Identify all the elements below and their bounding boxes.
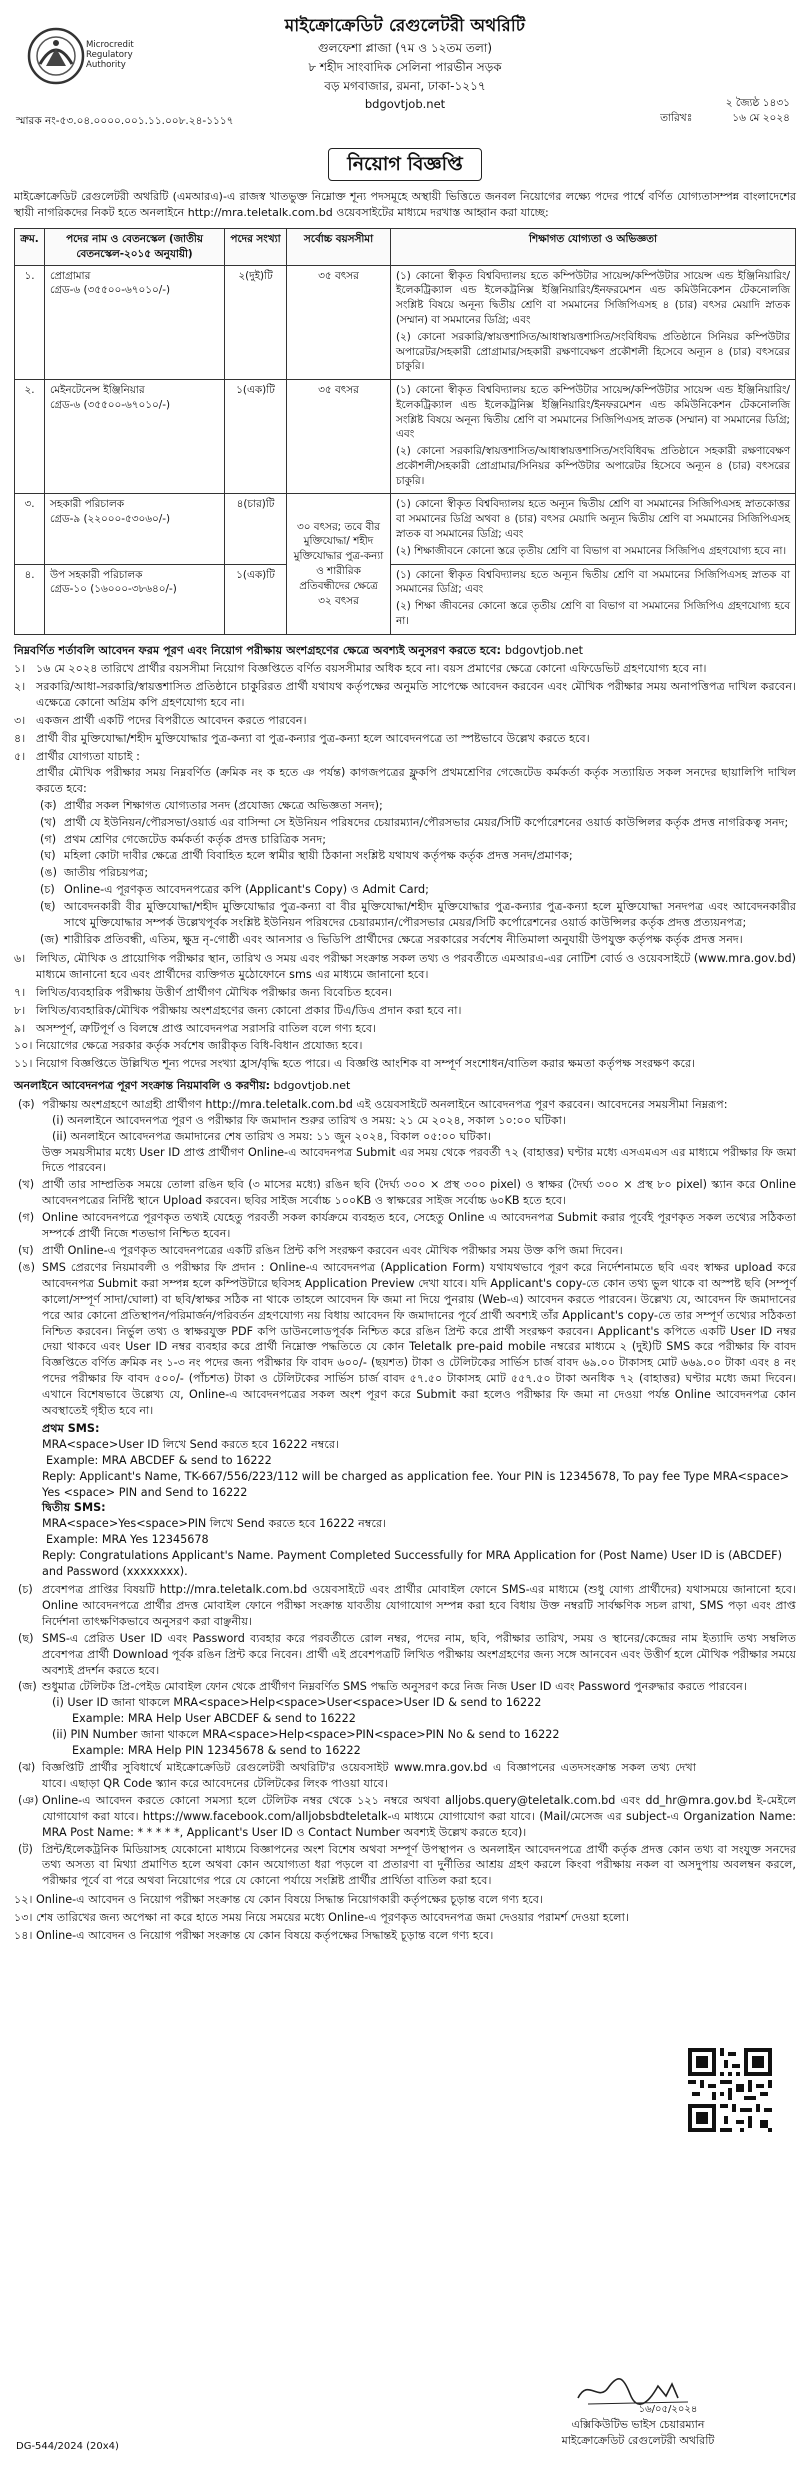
list-item <box>14 1038 796 1054</box>
qualification-item: (১) কোনো স্বীকৃত বিশ্ববিদ্যালয় হতে অন্যূন দ্বিতীয় শ্রেণি বা সমমানের সিজিপিএসহ স্নাতক বা সমমানের ডিগ্রি; এবং <box>396 568 790 596</box>
online-key: (ঝ) <box>18 1760 36 1774</box>
second-sms-format: MRA<space>Yes<space>PIN লিখে Send করতে হবে 16222 নম্বরে। <box>42 1517 387 1531</box>
item-text: নিয়োগের ক্ষেত্রে সরকার কর্তৃক সর্বশেষ জারীকৃত বিধি-বিধান প্রযোজ্য হবে। <box>36 1039 363 1053</box>
row-serial: ৩. <box>15 494 45 564</box>
row-age: ৩৫ বৎসর <box>287 380 391 494</box>
online-text: SMS প্রেরণের নিয়মাবলী ও পরীক্ষার ফি প্রদান : Online-এ আবেদনপত্র (Application Form) যথাযথভাবে পূরণ করে নির্দেশনামতে ছবি এবং স্বাক্ষর upload করে আবেদনপত্র Submit করা সম্পন্ন হলে কম্পিউটারে ছবিসহ Application Preview দেখা যাবে। যদি Applicant's copy-তে কোন তথ্য ভুল থাকে বা অস্পষ্ট ছবি (সম্পূর্ণ কালো/সম্পূর্ণ সাদা/ঘোলা) বা ছবি/স্বাক্ষর সঠিক না থাকে তাহলে আবেদন ফি জমা না দিয়ে পুনরায় (Web-এ) আবেদন করতে পারবেন। উল্লেখ্য যে, আবেদন ফি জমাদানের পরে আর কোনো প্রতিস্থাপন/পরিমার্জন/পরিবর্তন গ্রহণযোগ্য নয় বিধায় আবেদন ফি জমাদানের পূর্বে প্রার্থী অবশ্যই তাঁর Applicant's copy-তে তার সম্পূর্ণ তথ্যের সঠিকতা নিশ্চিত করবেন। নির্ভুল তথ্য ও স্বাক্ষরযুক্ত PDF কপি ডাউনলোডপূর্বক নিশ্চিত করে রঙিন প্রিন্ট করে প্রার্থী সংরক্ষণ করবেন। Applicant's কপিতে একটি User ID নম্বর দেয়া থাকবে এবং User ID নম্বর ব্যবহার করে প্রার্থী নিম্নোক্ত পদ্ধতিতে যে কোন Teletalk pre-paid mobile নম্বরের মাধ্যমে ২ (দুই)টি SMS করে পরীক্ষার ফি বাবদ বিজ্ঞপ্তিতে বর্ণিত ক্রমিক নং ১-৩ নং পদের জন্য পরীক্ষার ফি বাবদ ৬০০/- (ছয়শত) টাকা ও টেলিটকের সার্ভিস চার্জ বাবদ ৬৯.০০ টাকাসহ মোট ৬৬৯.০০ টাকা এবং ৪ নং পদের পরীক্ষার ফি বাবদ ৫০০/- (পাঁচশত) টাকা ও টেলিটকের সার্ভিস চার্জ বাবদ ৫৭.৫০ টাকাসহ মোট ৫৫৭.৫০ টাকা অনধিক ৭২ (বাহাত্তর) ঘণ্টার মধ্যে জমা দিবেন। এখানে বিশেষভাবে উল্লেখ্য যে, Online-এ আবেদনপত্রের সকল অংশ পূরণ করে Submit করা হলেও পরীক্ষার ফি জমা না দেওয়া পর্যন্ত Online আবেদনপত্র কোন অবস্থাতেই গৃহীত হবে না। <box>42 1260 796 1418</box>
signatory-title: এক্সিকিউটিভ ভাইস চেয়ারম্যান <box>571 2418 705 2432</box>
row-post <box>45 265 225 379</box>
row-post <box>45 494 225 564</box>
document-key: (ঘ) <box>40 849 56 863</box>
item-number: ৯। <box>14 1021 26 1035</box>
item-number: ১৪। <box>14 1929 33 1943</box>
item-text: নিয়োগ বিজ্ঞপ্তিতে উল্লিখিত শূন্য পদের সংখ্যা হ্রাস/বৃদ্ধি হতে পারে। এ বিজ্ঞপ্তি আংশিক বা সম্পূর্ণ সংশোধন/বাতিল করার ক্ষমতা কর্তৃপক্ষ সংরক্ষণ করে। <box>36 1057 696 1071</box>
item-text: লিখিত/ব্যবহারিক পরীক্ষায় উত্তীর্ণ প্রার্থীগণ মৌখিক পরীক্ষার জন্য বিবেচিত হবেন। <box>36 985 393 999</box>
document-key: (জ) <box>40 932 59 946</box>
document-key: (চ) <box>40 883 55 897</box>
item-text: Online-এ আবেদন ও নিয়োগ পরীক্ষা সংক্রান্ত যে কোন বিষয়ে কর্তৃপক্ষের সিদ্ধান্তই চূড়ান্ত বলে গণ্য হবে। <box>36 1929 494 1943</box>
online-item <box>18 1679 796 1759</box>
second-sms-example: Example: MRA Yes 12345678 <box>46 1533 209 1547</box>
online-site: bdgovtjob.net <box>273 1079 351 1093</box>
logo-text-line: Authority <box>86 60 126 71</box>
qualification-item: (১) কোনো স্বীকৃত বিশ্ববিদ্যালয় হতে কম্পিউটার সায়েন্স/কম্পিউটার সায়েন্স এন্ড ইঞ্জিনিয়ারিং/ইলেকট্রিক্যাল এন্ড ইলেকট্রনিক্স ইঞ্জিনিয়ারিং/ইনফরমেশন এন্ড কমিউনিকেশন টেকনোলজি সংশ্লিষ্ট বিষয়ে অনূন্য দ্বিতীয় শ্রেণি বা সমমানের সিজিপিএসহ ৪ (চার) বৎসর মেয়াদি স্নাতক (সম্মান) বা সমমানের ডিগ্রি; এবং <box>396 269 790 327</box>
online-item <box>18 1793 796 1841</box>
document-text: প্রথম শ্রেণির গেজেটেড কর্মকর্তা কর্তৃক প্রদত্ত চারিত্রিক সনদ; <box>64 832 327 846</box>
online-key: (ট) <box>18 1842 33 1856</box>
online-text: প্রবেশপত্র প্রাপ্তির বিষয়টি http://mra.teletalk.com.bd ওয়েবসাইটে এবং প্রার্থীর মোবাইল ফোনে SMS-এর মাধ্যমে (শুধু যোগ্য প্রার্থীদের) যথাসময়ে জানানো হবে। Online আবেদনপত্রে প্রার্থীর প্রদত্ত মোবাইল ফোনে পরীক্ষা সংক্রান্ত যাবতীয় যোগাযোগ সম্পন্ন করা হবে বিধায় উক্ত নম্বরটি সার্বক্ষণিক সচল রাখা, SMS পড়া এবং প্রাপ্ত নির্দেশনা তাৎক্ষণিকভাবে অনুসরণ করা বাঞ্ছনীয়। <box>42 1583 796 1628</box>
online-text: Online আবেদনপত্রে পূরণকৃত তথ্যই যেহেতু পরবর্তী সকল কার্যক্রমে ব্যবহৃত হবে, সেহেতু Online এ আবেদনপত্র Submit করার পূর্বেই পূরণকৃত সকল তথ্যের সঠিকতা সম্পর্কে প্রার্থী নিজে শতভাগ নিশ্চিত হবেন। <box>42 1211 796 1241</box>
online-key: (ক) <box>18 1097 35 1111</box>
online-item <box>18 1210 796 1242</box>
row-qualification <box>391 494 796 564</box>
document-text: প্রার্থীর সকল শিক্ষাগত যোগ্যতার সনদ (প্রযোজ্য ক্ষেত্রে অভিজ্ঞতা সনদ); <box>64 798 383 812</box>
col-post: পদের নাম ও বেতনস্কেল (জাতীয় বেতনস্কেল-২০১৫ অনুযায়ী) <box>45 229 225 266</box>
online-item <box>18 1842 796 1890</box>
online-key: (ঙ) <box>18 1260 35 1274</box>
table-row <box>15 564 796 634</box>
signatory-org: মাইক্রোক্রেডিট রেগুলেটরী অথরিটি <box>561 2433 715 2447</box>
item-text <box>36 749 796 949</box>
online-item <box>18 1097 796 1177</box>
item-number: ১১। <box>14 1057 33 1071</box>
conditions-list <box>14 661 796 1072</box>
online-item <box>18 1243 796 1259</box>
item-text: লিখিত/ব্যবহারিক/মৌখিক পরীক্ষায় অংশগ্রহণের জন্য কোনো প্রকার টিএ/ডিএ প্রদান করা হবে না। <box>36 1003 462 1017</box>
signature-block <box>488 2368 788 2448</box>
first-sms-reply: Reply: Applicant's Name, TK-667/556/223/112 will be charged as application fee. Your PIN is 12345678, To pay fee Type MRA<space> Yes <space> PIN and Send to 16222 <box>42 1469 790 1499</box>
document-item <box>40 815 796 831</box>
list-item <box>14 713 796 729</box>
row-count: ৪(চার)টি <box>225 494 287 564</box>
item-number: ১০। <box>14 1039 33 1053</box>
item-number: ১৩। <box>14 1911 33 1925</box>
item-number: ৬। <box>14 951 26 965</box>
item-number: ৫। <box>14 750 26 763</box>
address-line-3: বড় মগবাজার, রমনা, ঢাকা-১২১৭ <box>324 79 486 94</box>
document-text: আবেদনকারী বীর মুক্তিযোদ্ধা/শহীদ মুক্তিযোদ্ধার পুত্র-কন্যা বা বীর মুক্তিযোদ্ধা/শহীদ মুক্তিযোদ্ধার পুত্র-কন্যার পুত্র-কন্যা হলে মুক্তিযোদ্ধা সনদপত্র এবং আবেদনকারীর সাথে মুক্তিযোদ্ধার সম্পর্ক উল্লেখপূর্বক সংশ্লিষ্ট ইউনিয়ন পরিষদের চেয়ারম্যান/পৌরসভার মেয়র/সিটি কর্পোরেশনের ওয়ার্ড কাউন্সিলর কর্তৃক প্রদত্ত প্রত্যয়নপত্র; <box>64 900 796 930</box>
qualification-item: (২) শিক্ষাজীবনে কোনো স্তরে তৃতীয় শ্রেণি বা বিভাগ বা সমমানের সিজিপিএ গ্রহণযোগ্য হবে না। <box>396 544 787 557</box>
online-item <box>18 1631 796 1679</box>
online-key: (ছ) <box>18 1631 34 1645</box>
post-name: সহকারী পরিচালক <box>50 498 124 511</box>
col-qualification: শিক্ষাগত যোগ্যতা ও অভিজ্ঞতা <box>391 229 796 266</box>
recovery-line: (i) User ID জানা থাকলে MRA<space>Help<space>User<space>User ID & send to 16222 <box>52 1696 542 1710</box>
item-number: ২। <box>14 680 26 694</box>
post-grade: গ্রেড-১০ (১৬০০০-৩৮৬৪০/-) <box>50 583 177 596</box>
post-grade: গ্রেড-৬ (৩৫৫০০-৬৭০১০/-) <box>50 398 171 411</box>
item-number: ৮। <box>14 1003 26 1017</box>
document-text: জাতীয় পরিচয়পত্র; <box>64 866 149 880</box>
online-text: বিজ্ঞপ্তিটি প্রার্থীর সুবিধার্থে মাইক্রোক্রেডিট রেগুলেটরী অথরিটি'র ওয়েবসাইট www.mra.gov.bd এ বিজ্ঞাপনের এতদসংক্রান্ত সকল তথ্য দেখা যাবে। এছাড়া QR Code স্ক্যান করে আবেদনের টেলিটকের লিংক পাওয়া যাবে। <box>42 1760 696 1790</box>
footer-code: DG-544/2024 (20x4) <box>16 2441 119 2452</box>
table-header-row <box>15 229 796 266</box>
list-item <box>14 1003 796 1019</box>
item-number: ৩। <box>14 714 26 728</box>
online-item <box>18 1582 796 1630</box>
recovery-example: Example: MRA Help User ABCDEF & send to 16222 <box>72 1712 356 1726</box>
post-name: উপ সহকারী পরিচালক <box>50 568 143 581</box>
notice-title: নিয়োগ বিজ্ঞপ্তি <box>328 148 481 181</box>
date-block <box>660 97 790 126</box>
document-key: (ক) <box>40 798 57 812</box>
document-key: (ঙ) <box>40 866 57 880</box>
online-text: SMS-এ প্রেরিত User ID এবং Password ব্যবহার করে পরবর্তীতে রোল নম্বর, পদের নাম, ছবি, পরীক্ষার তারিখ, সময় ও স্থানের/কেন্দ্রের নাম ইত্যাদি তথ্য সম্বলিত প্রবেশপত্র প্রার্থী Download পূর্বক রঙিন প্রিন্ট করে নিবেন। প্রার্থী এই প্রবেশপত্রটি লিখিত পরীক্ষায় অংশগ্রহণের জন্য সঙ্গে আনবেন এবং উত্তীর্ণ হলে মৌখিক পরীক্ষার সময়ে অবশ্যই প্রদর্শন করতে হবে। <box>42 1631 796 1677</box>
posts-table <box>14 228 796 634</box>
online-key: (জ) <box>18 1680 37 1694</box>
item-number: ১২। <box>14 1893 33 1907</box>
online-key: (গ) <box>18 1211 35 1225</box>
row-qualification <box>391 380 796 494</box>
item-number: ৪। <box>14 732 26 746</box>
item-text: শেষ তারিখের জন্য অপেক্ষা না করে হাতে সময় নিয়ে সময়ের মধ্যে Online-এ পূরণকৃত আবেদনপত্র জমা দেওয়ার পরামর্শ দেওয়া হলো। <box>36 1911 629 1925</box>
first-sms-heading: প্রথম SMS: <box>42 1421 100 1435</box>
conditions-site: bdgovtjob.net <box>504 643 583 657</box>
item-number: ৭। <box>14 985 26 999</box>
document-item <box>40 899 796 931</box>
col-age: সর্বোচ্চ বয়সসীমা <box>287 229 391 266</box>
first-sms-format: MRA<space>User ID লিখে Send করতে হবে 16222 নম্বরে। <box>42 1437 340 1451</box>
online-key: (চ) <box>18 1583 33 1597</box>
list-item <box>14 1910 796 1926</box>
row-serial: ২. <box>15 380 45 494</box>
qualification-item: (২) কোনো সরকারি/স্বায়ত্তশাসিত/আধাস্বায়ত্তশাসিত/সংবিধিবদ্ধ প্রতিষ্ঠানে সহকারী রক্ষণাবেক্ষণ প্রকৌশলী/সহকারী প্রোগ্রামার/সিনিয়র কম্পিউটার অপারেটর হিসেবে অন্যূন ৪ (চার) বৎসরের চাকুরি। <box>396 445 790 487</box>
online-item <box>18 1177 796 1209</box>
date-label: তারিখঃ <box>660 111 693 124</box>
document-item <box>40 798 796 814</box>
row-qualification <box>391 265 796 379</box>
list-item <box>14 951 796 983</box>
online-text <box>42 1679 796 1759</box>
post-grade: গ্রেড-৯ (২২০০০-৫৩০৬০/-) <box>50 513 171 526</box>
online-text: Online-এ আবেদন করতে কোনো সমস্যা হলে টেলিটক নম্বর থেকে ১২১ নম্বরে অথবা alljobs.query@teletalk.com.bd এবং dd_hr@mra.gov.bd ই-মেইলে যোগাযোগ করা যাবে। https://www.facebook.com/alljobsbdteletalk-এ মাধ্যমে যোগাযোগ করা যাবে। (Mail/মেসেজ এর subject-এ Organization Name: MRA Post Name: * * * * *, Applicant's User ID ও Contact Number অবশ্যই উল্লেখ করতে হবে)। <box>42 1793 796 1839</box>
online-intro: পরীক্ষায় অংশগ্রহণে আগ্রহী প্রার্থীগণ http://mra.teletalk.com.bd এই ওয়েবসাইটে অনলাইনে আবেদনপত্র পূরণ করবেন। আবেদনের সময়সীমা নিম্নরূপ: <box>42 1097 728 1111</box>
row-age: ৩০ বৎসর; তবে বীর মুক্তিযোদ্ধা/ শহীদ মুক্তিযোদ্ধার পুত্র-কন্যা ও শারীরিক প্রতিবন্ধীদের ক্ষেত্রে ৩২ বৎসর <box>287 494 391 634</box>
header-website: bdgovtjob.net <box>364 97 446 112</box>
sms-instructions <box>42 1421 796 1580</box>
qualification-item: (২) কোনো সরকারি/স্বায়ত্তশাসিত/আধাস্বায়ত্তশাসিত/সংবিধিবদ্ধ প্রতিষ্ঠানে সিনিয়র কম্পিউটার অপারেটর/সহকারী প্রোগ্রামার/সহকারী রক্ষণাবেক্ষণ প্রকৌশলী হিসেবে অন্যূন ৪ (চার) বৎসরের চাকুরি। <box>396 330 790 373</box>
document-item <box>40 865 796 881</box>
row-serial: ৪. <box>15 564 45 634</box>
online-heading <box>14 1078 796 1094</box>
document-key: (খ) <box>40 815 57 829</box>
table-row <box>15 265 796 379</box>
signature-date: ১৬/০৫/২০২৪ <box>638 2403 698 2415</box>
row-age: ৩৫ বৎসর <box>287 265 391 379</box>
recovery-intro: শুধুমাত্র টেলিটক প্রি-পেইড মোবাইল ফোন থেকে প্রার্থীগণ নিম্নবর্ণিত SMS পদ্ধতি অনুসরণ করে নিজ নিজ User ID এবং Password পুনরুদ্ধার করতে পারবেন। <box>42 1680 747 1694</box>
item-text: অসম্পূর্ণ, ত্রুটিপূর্ণ ও বিলম্বে প্রাপ্ত আবেদনপত্র সরাসরি বাতিল বলে গণ্য হবে। <box>36 1021 377 1035</box>
document-text: প্রার্থী যে ইউনিয়ন/পৌরসভা/ওয়ার্ড এর বাসিন্দা সে ইউনিয়ন পরিষদের চেয়ারম্যান/পৌরসভার মেয়র/সিটি কর্পোরেশনের ওয়ার্ড কাউন্সিলর কর্তৃক প্রদত্ত নাগরিকত্ব সনদ; <box>64 815 789 829</box>
online-key: (ঘ) <box>18 1243 34 1257</box>
second-sms-heading: দ্বিতীয় SMS: <box>42 1501 106 1515</box>
online-instructions <box>14 1097 796 1889</box>
col-serial: ক্রম. <box>15 229 45 266</box>
date-english-row <box>660 111 790 126</box>
document-text: মহিলা কোটা দাবীর ক্ষেত্রে প্রার্থী বিবাহিত হলে স্বামীর স্থায়ী ঠিকানা সংশ্লিষ্ট যথাযথ কর্তৃপক্ষ কর্তৃক প্রদত্ত সনদ/প্রমাণক; <box>64 849 573 863</box>
row-count: ২(দুই)টি <box>225 265 287 379</box>
list-item <box>14 661 796 677</box>
org-name: মাইক্রোক্রেডিট রেগুলেটরী অথরিটি <box>284 16 526 36</box>
conditions-heading-text: নিম্নবর্ণিত শর্তাবলি আবেদন ফরম পূরণ এবং নিয়োগ পরীক্ষায় অংশগ্রহণের ক্ষেত্রে অবশ্যই অনুসরণ করতে হবে: <box>14 643 501 657</box>
conditions-heading <box>14 643 796 659</box>
date-english: ১৬ মে ২০২৪ <box>732 111 790 124</box>
row-count: ১(এক)টি <box>225 380 287 494</box>
address-line-2: ৮ শহীদ সাংবাদিক সেলিনা পারভীন সড়ক <box>308 60 502 75</box>
memo-number: স্মারক নং-৫৩.০৪.০০০০.০০১.১১.০০৮.২৪-১১১৭ <box>16 115 234 127</box>
list-item <box>14 1021 796 1037</box>
address-line-1: গুলফেশা প্লাজা (৭ম ও ১২তম তলা) <box>317 41 493 56</box>
online-heading-text: অনলাইনে আবেদনপত্র পূরণ সংক্রান্ত নিয়মাবলি ও করণীয়: <box>14 1079 271 1093</box>
online-item <box>18 1760 796 1792</box>
item-text: প্রার্থী বীর মুক্তিযোদ্ধা/শহীদ মুক্তিযোদ্ধার পুত্র-কন্যা বা পুত্র-কন্যার পুত্র-কন্যা হলে আবেদনপত্রে তা স্পষ্টভাবে উল্লেখ করতে হবে। <box>36 732 590 746</box>
item-text: লিখিত, মৌখিক ও প্রায়োগিক পরীক্ষার স্থান, তারিখ ও সময় এবং পরীক্ষা সংক্রান্ত সকল তথ্য ও পরবর্তীতে এমআরএ-এর নোটিশ বোর্ড ও ওয়েবসাইটে (www.mra.gov.bd) মাধ্যমে জানানো হবে এবং প্রার্থীদের ব্যক্তিগত মুঠোফোনে sms এর মাধ্যমে জানানো হবে। <box>36 951 796 981</box>
list-item <box>14 985 796 1001</box>
final-conditions-list <box>14 1892 796 1944</box>
document-text: শারীরিক প্রতিবন্ধী, এতিম, ক্ষুদ্র নৃ-গোষ্ঠী এবং আনসার ও ভিডিপি প্রার্থীদের ক্ষেত্রে সরকারের সর্বশেষ নীতিমালা অনুযায়ী উপযুক্ত কর্তৃপক্ষ কর্তৃক প্রদত্ত সনদ। <box>64 932 743 946</box>
title-wrap <box>14 148 796 181</box>
recovery-line: (ii) PIN Number জানা থাকলে MRA<space>Help<space>PIN<space>PIN No & send to 16222 <box>52 1728 560 1742</box>
item-number: ১। <box>14 662 26 676</box>
table-row <box>15 380 796 494</box>
table-row <box>15 494 796 564</box>
first-sms-example: Example: MRA ABCDEF & send to 16222 <box>46 1453 272 1467</box>
row-serial: ১. <box>15 265 45 379</box>
viva-documents-intro: প্রার্থীর মৌখিক পরীক্ষার সময় নিম্নবর্ণিত (ক্রমিক নং ক হতে ঞ পর্যন্ত) কাগজপত্রের ফ্লুকপি প্রথমশ্রেণির গেজেটেড কর্মকর্তা কর্তৃক সত্যায়িত সকল সনদের ছায়ালিপি দাখিল করতে হবে: <box>36 765 796 795</box>
second-sms-reply: Reply: Congratulations Applicant's Name. Payment Completed Successfully for MRA Application for (Post Name) User ID is (ABCDEF) and Password (xxxxxxxx). <box>42 1549 782 1579</box>
fee-window-line: উক্ত সময়সীমার মধ্যে User ID প্রাপ্ত প্রার্থীগণ Online-এ আবেদনপত্র Submit এর সময় থেকে পরবর্তী ৭২ (বাহাত্তর) ঘণ্টার মধ্যে এসএমএস এর মাধ্যমে পরীক্ষার ফি জমা দিতে পারবেন। <box>42 1145 796 1175</box>
qr-code-icon <box>688 2048 772 2132</box>
document-item <box>40 848 796 864</box>
intro-paragraph: মাইক্রোক্রেডিট রেগুলেটরী অথরিটি (এমআরএ)-এ রাজস্ব খাতভুক্ত নিম্নোক্ত শূন্য পদসমূহে অস্থায়ী ভিত্তিতে জনবল নিয়োগের লক্ষ্যে পদের পার্শ্বে বর্ণিত যোগ্যতাসম্পন্ন বাংলাদেশের স্থায়ী নাগরিকদের নিকট হতে অনলাইনে http://mra.teletalk.com.bd ওয়েবসাইটের মাধ্যমে দরখাস্ত আহ্বান করা যাচ্ছে: <box>14 189 796 219</box>
qualification-item: (১) কোনো স্বীকৃত বিশ্ববিদ্যালয় হতে কম্পিউটার সায়েন্স/কম্পিউটার সায়েন্স এন্ড ইঞ্জিনিয়ারিং/ইলেকট্রিক্যাল এন্ড ইলেকট্রনিক্স ইঞ্জিনিয়ারিং/ইনফরমেশন এন্ড কমিউনিকেশন টেকনোলজি সংশ্লিষ্ট বিষয়ে অনূন্য দ্বিতীয় শ্রেণি বা সমমানের সিজিপিএসহ স্নাতক (সম্মান) বা সমমানের ডিগ্রি; এবং <box>396 384 790 441</box>
post-grade: গ্রেড-৬ (৩৫৫০০-৬৭০১০/-) <box>50 284 171 297</box>
list-item <box>14 1056 796 1072</box>
document-text: Online-এ পূরণকৃত আবেদনপত্রের কপি (Applicant's Copy) ও Admit Card; <box>64 883 429 897</box>
online-text <box>42 1097 796 1177</box>
online-text: প্রার্থী তার সাম্প্রতিক সময়ে তোলা রঙিন ছবি (৩ মাসের মধ্যে) রঙিন ছবি (দৈর্ঘ্য ৩০০ × প্রস্থ ৩০০ pixel) ও স্বাক্ষর (দৈর্ঘ্য ৩০০ × প্রস্থ ৮০ pixel) স্ক্যান করে Online আবেদনপত্রের নির্দিষ্ট স্থানে Upload করবেন। ছবির সাইজ সর্বোচ্চ ১০০KB ও স্বাক্ষরের সাইজ সর্বোচ্চ ৬০KB হতে হবে। <box>42 1178 796 1208</box>
row-post <box>45 380 225 494</box>
online-key: (ঞ) <box>18 1793 39 1807</box>
item-text: Online-এ আবেদন ও নিয়োগ পরীক্ষা সংক্রান্ত যে কোন বিষয়ে সিদ্ধান্ত নিয়োগকারী কর্তৃপক্ষের চূড়ান্ত বলে গণ্য হবে। <box>36 1893 544 1907</box>
qualification-item: (১) কোনো স্বীকৃত বিশ্ববিদ্যালয় হতে অন্যূন দ্বিতীয় শ্রেণি বা সমমানের সিজিপিএসহ স্নাতকোত্তর বা সমমানের ডিগ্রি অথবা ৪ (চার) বৎসর মেয়াদি অন্যূন দ্বিতীয় শ্রেণি বা সমমানের সিজিপিএসহ স্নাতক বা সমমানের ডিগ্রি; এবং <box>396 498 790 540</box>
online-text: প্রিন্ট/ইলেকট্রনিক মিডিয়াসহ যেকোনো মাধ্যমে বিজ্ঞাপনের অংশ বিশেষ অথবা সম্পূর্ণ উপস্থাপন ও অনলাইন আবেদনপত্রে প্রার্থী কর্তৃক প্রদত্ত কোন তথ্য বা সংযুক্ত সনদের তথ্য অসত্য বা মিথ্যা প্রমাণিত হলে অথবা কোন অযোগ্যতা ধরা পড়লে বা প্রতারণা বা দুর্নীতির আশ্রয় গ্রহণ করলে কিংবা পরীক্ষায় নকল বা অসদুপায় অবলম্বন করলে, পরীক্ষার পূর্বে বা পরে অথবা নিয়োগের পরে যে কোনো পর্যায়ে সংশ্লিষ্ট প্রার্থীর প্রার্থিতা বাতিল করা হবে। <box>42 1842 796 1888</box>
list-item <box>14 1928 796 1944</box>
online-item <box>18 1260 796 1419</box>
date-bangla: ২ জ্যৈষ্ঠ ১৪৩১ <box>725 97 790 109</box>
document-item <box>40 832 796 848</box>
qualification-item: (২) শিক্ষা জীবনের কোনো স্তরে তৃতীয় শ্রেণি বা বিভাগ বা সমমানের সিজিপিএ গ্রহণযোগ্য হবে না। <box>396 600 790 627</box>
item-text: ১৬ মে ২০২৪ তারিখে প্রার্থীর বয়সসীমা নিয়োগ বিজ্ঞপ্তিতে বর্ণিত বয়সসীমার অধিক হবে না। বয়স প্রমাণের ক্ষেত্রে কোনো এফিডেভিট গ্রহণযোগ্য হবে না। <box>36 662 707 676</box>
post-name: মেইনটেনেন্স ইঞ্জিনিয়ার <box>50 384 145 397</box>
start-date-line: (i) অনলাইনে আবেদনপত্র পূরণ ও পরীক্ষার ফি জমাদান শুরুর তারিখ ও সময়: ২১ মে ২০২৪, সকাল ১০:০০ ঘটিকা। <box>52 1113 566 1127</box>
document-key: (ছ) <box>40 900 56 914</box>
item-text: একজন প্রার্থী একটি পদের বিপরীতে আবেদন করতে পারবেন। <box>36 714 307 728</box>
document-item <box>40 932 796 948</box>
document-key: (গ) <box>40 832 57 846</box>
online-key: (খ) <box>18 1178 35 1192</box>
row-qualification <box>391 564 796 634</box>
online-text: প্রার্থী Online-এ পূরণকৃত আবেদনপত্রের একটি রঙিন প্রিন্ট কপি সংরক্ষণ করবেন এবং মৌখিক পরীক্ষার সময় উক্ত কপি জমা দিবেন। <box>42 1243 623 1257</box>
verification-heading: প্রার্থীর যোগ্যতা যাচাই : <box>36 750 140 763</box>
end-date-line: (ii) অনলাইনে আবেদনপত্র জমাদানের শেষ তারিখ ও সময়: ১১ জুন ২০২৪, বিকাল ০৫:০০ ঘটিকা। <box>52 1129 491 1143</box>
list-item <box>14 679 796 711</box>
logo-text-line: Regulatory <box>86 50 133 61</box>
row-count: ১(এক)টি <box>225 564 287 634</box>
post-name: প্রোগ্রামার <box>50 269 91 282</box>
col-count: পদের সংখ্যা <box>225 229 287 266</box>
logo-text-line: Microcredit <box>86 40 134 50</box>
document-item <box>40 882 796 898</box>
row-post <box>45 564 225 634</box>
item-text: সরকারি/আধা-সরকারি/স্বায়ত্তশাসিত প্রতিষ্ঠানে চাকুরিরত প্রার্থী যথাযথ কর্তৃপক্ষের অনুমতি সাপেক্ষে আবেদন করবেন এবং মৌখিক পরীক্ষার সময় অনাপত্তিপত্র দাখিল করবেন। এক্ষেত্রে কোনো অগ্রিম কপি গ্রহণযোগ্য হবে না। <box>36 680 796 710</box>
recovery-example: Example: MRA Help PIN 12345678 & send to 16222 <box>72 1744 361 1758</box>
list-item <box>14 749 796 949</box>
list-item <box>14 1892 796 1908</box>
list-item <box>14 731 796 747</box>
